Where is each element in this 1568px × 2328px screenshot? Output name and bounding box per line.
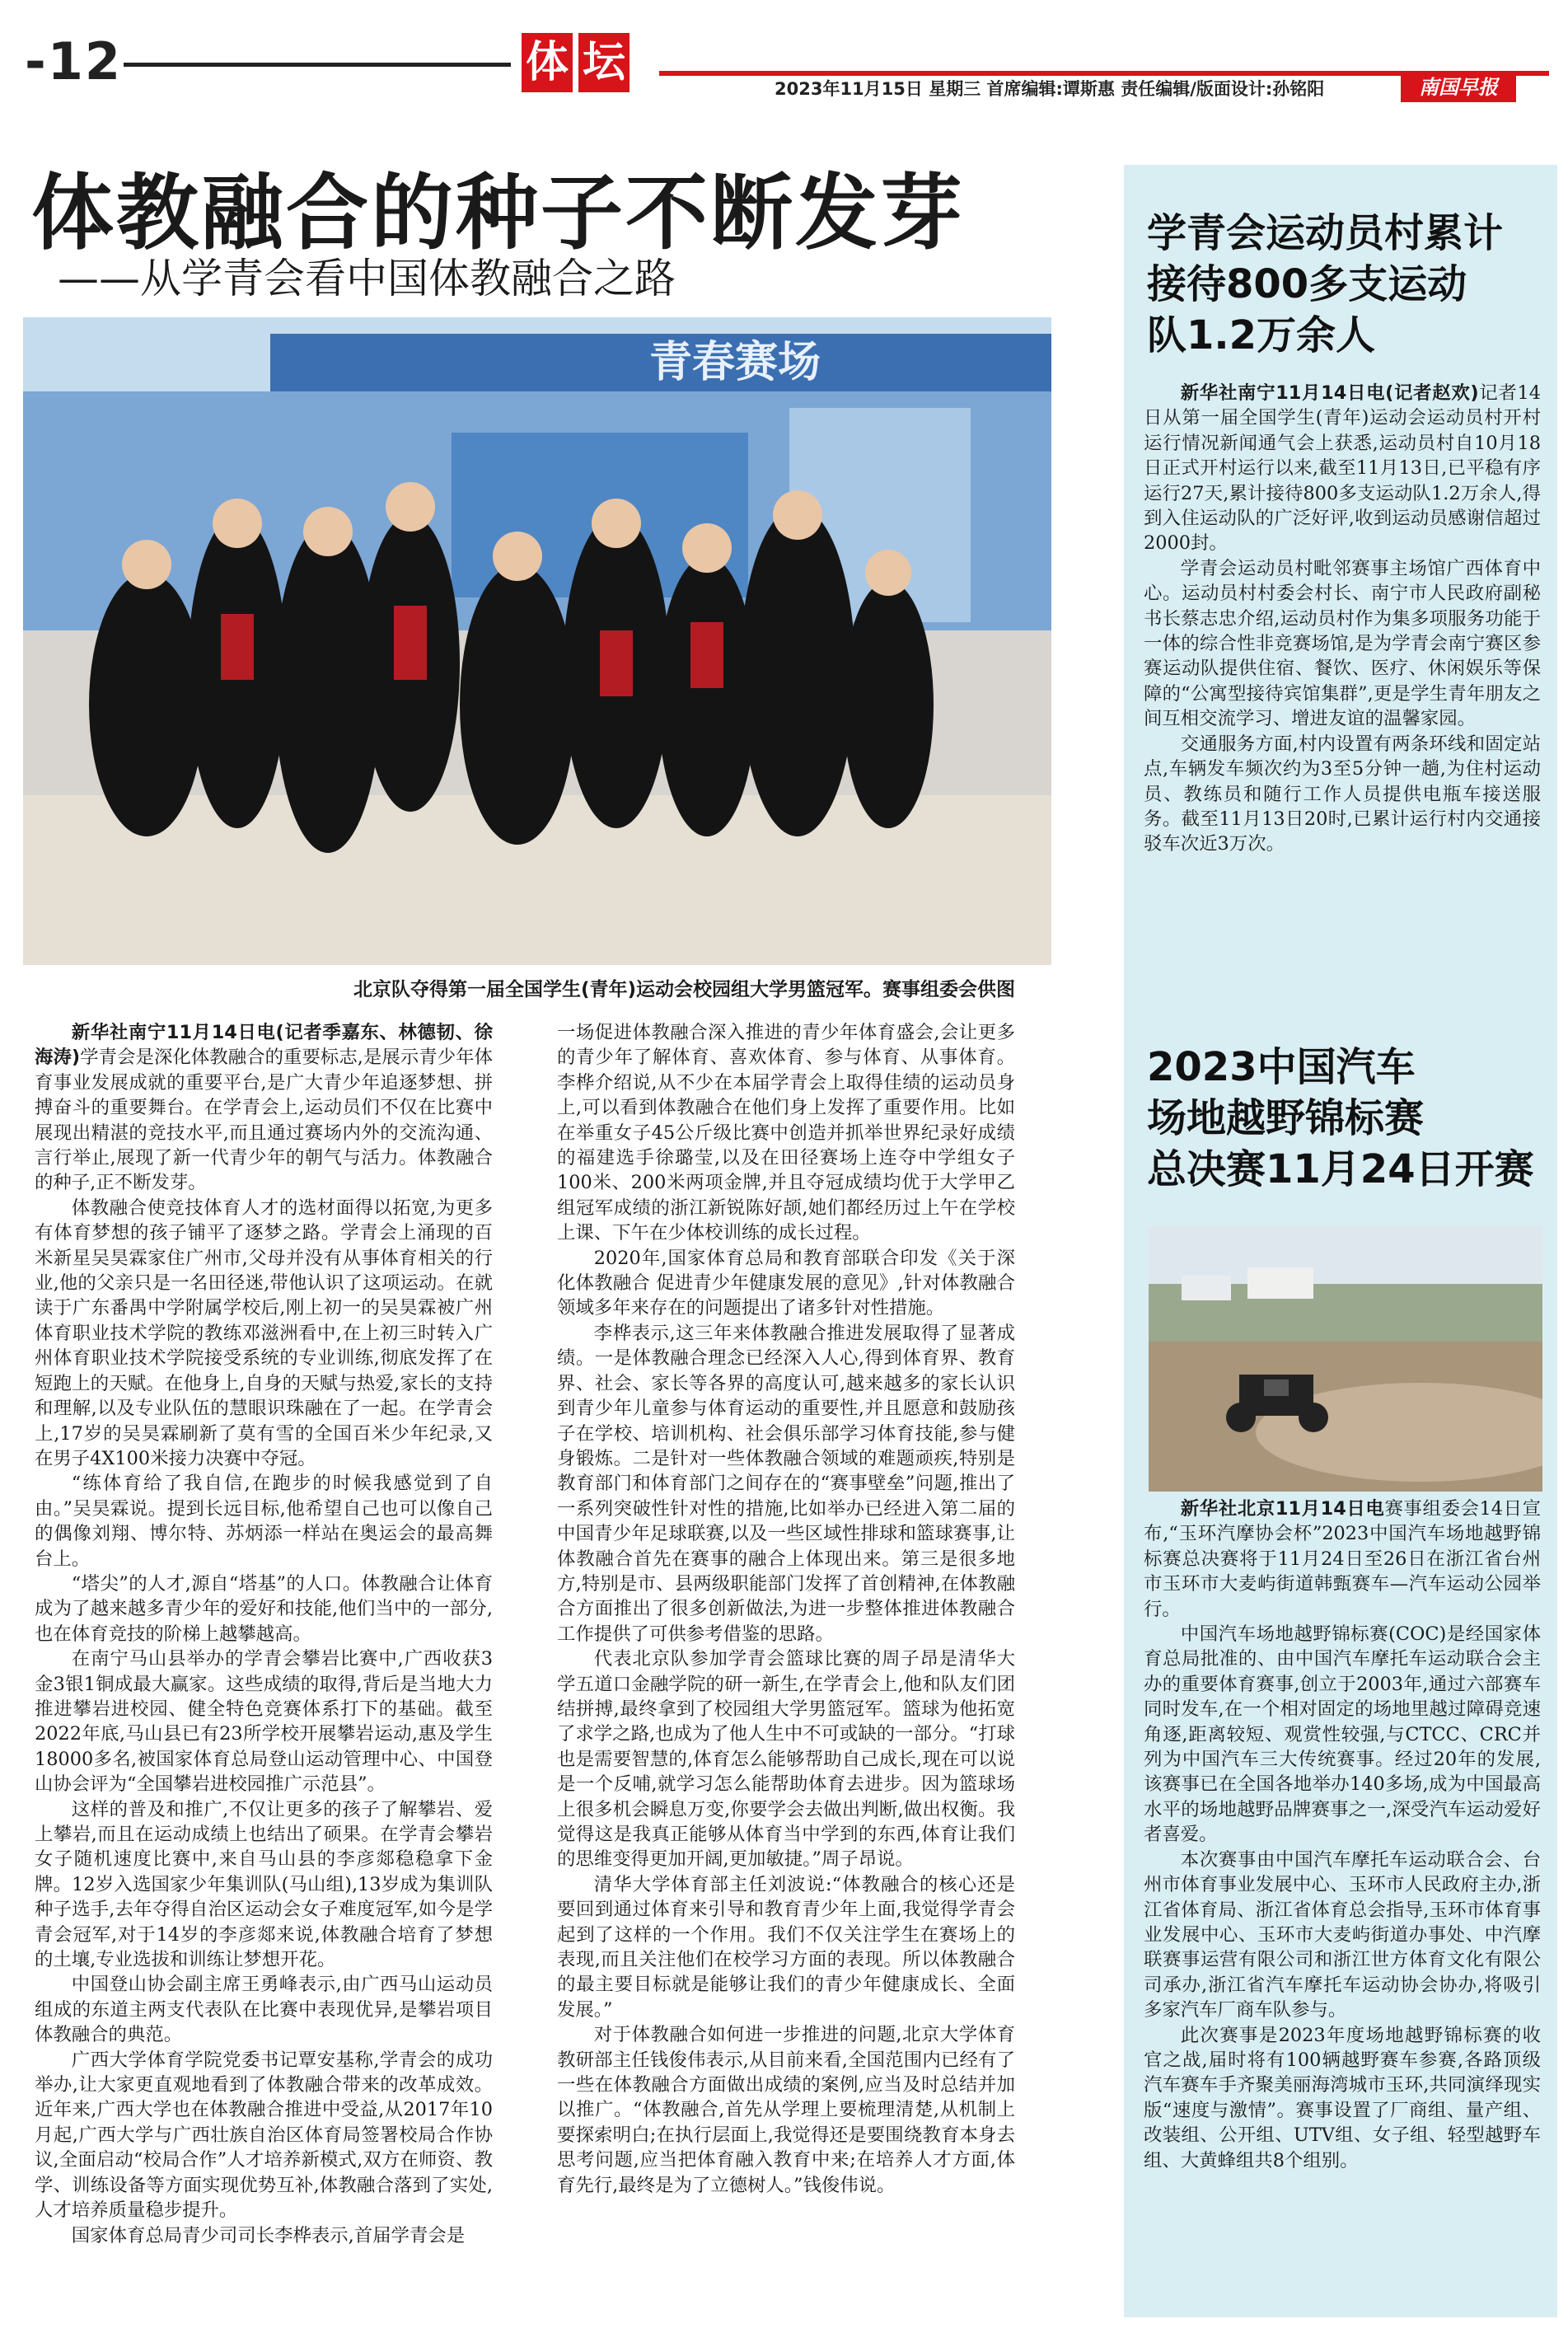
article-paragraph: 对于体教融合如何进一步推进的问题,北京大学体育教研部主任钱俊伟表示,从目前来看,全国范围内已经有了一些在体教融合方面做出成绩的案例,应当及时总结并加以推广。“体教融合,首先从学理上要梳理清楚,从机制上要探索明白;在执行层面上,我觉得还是要围绕教育本身去思考问题,应当把体育融入教育中来;在培养人才方面,体育先行,最终是为了立德树人。”钱俊伟说。 bbox=[557, 2024, 1015, 2196]
main-subheadline: ——从学青会看中国体教融合之路 bbox=[58, 255, 676, 302]
sidebar-story1-body bbox=[1144, 381, 1541, 991]
sidebar-paragraph: 学青会运动员村毗邻赛事主场馆广西体育中心。运动员村村委会村长、南宁市人民政府副秘书长蔡志忠介绍,运动员村作为集多项服务功能于一体的综合性非竞赛场馆,是为学青会南宁赛区参赛运动队提供住宿、餐饮、医疗、休闲娱乐等保障的“公寓型接待宾馆集群”,更是学生青年朋友之间互相交流学习、增进友谊的温馨家园。 bbox=[1144, 557, 1541, 730]
sidebar-story2-body bbox=[1144, 1497, 1541, 2317]
article-paragraph: 代表北京队参加学青会篮球比赛的周子昂是清华大学五道口金融学院的研一新生,在学青会上,他和队友们团结拼搏,最终拿到了校园组大学男篮冠军。篮球为他拓宽了求学之路,也成为了他人生中不可或缺的一部分。“打球也是需要智慧的,体育怎么能够帮助自己成长,现在可以说是一个反哺,就学习怎么能帮助体育去进步。因为篮球场上很多机会瞬息万变,你要学会去做出判断,做出权衡。我觉得这是我真正能够从体育当中学到的东西,体育让我们的思维变得更加开阔,更加敏捷。”周子昂说。 bbox=[557, 1648, 1015, 1871]
article-column-2 bbox=[557, 1020, 1015, 2322]
article-paragraph: 2020年,国家体育总局和教育部联合印发《关于深化体教融合 促进青少年健康发展的意见》,针对体教融合领域多年来存在的问题提出了诸多针对性措施。 bbox=[557, 1247, 1015, 1319]
main-headline: 体教融合的种子不断发芽 bbox=[31, 165, 965, 261]
article-paragraph: “练体育给了我自信,在跑步的时候我感觉到了自由。”吴昊霖说。提到长远目标,他希望自己也可以像自己的偶像刘翔、博尔特、苏炳添一样站在奥运会的最高舞台上。 bbox=[35, 1473, 493, 1570]
sidebar-story2-title-line2: 场地越野锦标赛 bbox=[1147, 1095, 1425, 1141]
article-paragraph: 清华大学体育部主任刘波说:“体教融合的核心还是要回到通过体育来引导和教育青少年上面,我觉得学青会起到了这样的一个作用。我们不仅关注学生在赛场上的表现,而且关注他们在校学习方面的表现。所以体教融合的最主要目标就是能够让我们的青少年健康成长、全面发展。” bbox=[557, 1873, 1015, 2021]
article-paragraph: “塔尖”的人才,源自“塔基”的人口。体教融合让体育成为了越来越多青少年的爱好和技能,他们当中的一部分,也在体育竞技的阶梯上越攀越高。 bbox=[35, 1572, 493, 1645]
article-paragraph: 中国登山协会副主席王勇峰表示,由广西马山运动员组成的东道主两支代表队在比赛中表现优异,是攀岩项目体教融合的典范。 bbox=[35, 1974, 493, 2046]
newspaper-logo: 南国早报 bbox=[1401, 73, 1516, 102]
section-label-char-1: 体 bbox=[522, 33, 573, 92]
offroad-car-photo bbox=[1149, 1226, 1542, 1492]
sidebar-story1-title-line1: 学青会运动员村累计 bbox=[1147, 210, 1504, 256]
article-paragraph: 学青会是深化体教融合的重要标志,是展示青少年体育事业发展成就的重要平台,是广大青少年追逐梦想、拼搏奋斗的重要舞台。在学青会上,运动员们不仅在比赛中展现出精湛的竞技水平,而且通过赛场内外的交流沟通、言行举止,展现了新一代青少年的朝气与活力。体教融合的种子,正不断发芽。 bbox=[35, 1047, 493, 1194]
sidebar-story2-byline: 新华社北京11月14日电 bbox=[1180, 1498, 1385, 1520]
page-number: -12 bbox=[25, 31, 123, 91]
sidebar-story2-title-line3: 总决赛11月24日开赛 bbox=[1147, 1146, 1534, 1192]
basketball-team-photo bbox=[23, 317, 1051, 965]
article-paragraph: 体教融合使竞技体育人才的选材面得以拓宽,为更多有体育梦想的孩子铺平了逐梦之路。学青会上涌现的百米新星吴昊霖家住广州市,父母并没有从事体育相关的行业,他的父亲只是一名田径迷,带他认识了这项运动。在就读于广东番禺中学附属学校后,刚上初一的吴昊霖被广州体育职业技术学院的教练邓滋洲看中,在上初三时转入广州体育职业技术学院接受系统的专业训练,彻底发挥了在短跑上的天赋。在他身上,自身的天赋与热爱,家长的支持和理解,以及专业队伍的慧眼识珠融在了一起。在学青会上,17岁的吴昊霖刷新了莫有雪的全国百米少年纪录,又在男子4X100米接力决赛中夺冠。 bbox=[35, 1197, 493, 1469]
article-paragraph: 这样的普及和推广,不仅让更多的孩子了解攀岩、爱上攀岩,而且在运动成绩上也结出了硕果。在学青会攀岩女子随机速度比赛中,来自马山县的李彦郯稳稳拿下金牌。12岁入选国家少年集训队(马山组),13岁成为集训队种子选手,去年夺得自治区运动会女子难度冠军,如今是学青会冠军,对于14岁的李彦郯来说,体教融合培育了梦想的土壤,专业选拔和训练让梦想开花。 bbox=[35, 1798, 493, 1971]
article-paragraph: 一场促进体教融合深入推进的青少年体育盛会,会让更多的青少年了解体育、喜欢体育、参与体育、从事体育。李桦介绍说,从不少在本届学青会上取得佳绩的运动员身上,可以看到体教融合在他们身上发挥了重要作用。比如在举重女子45公斤级比赛中创造并抓举世界纪录好成绩的福建选手徐璐莹,以及在田径赛场上连夺中学组女子100米、200米两项金牌,并且夺冠成绩均优于大学甲乙组冠军成绩的浙江新锐陈好颉,她们都经历过上午在学校上课、下午在少体校训练的成长过程。 bbox=[557, 1022, 1015, 1244]
sidebar-paragraph: 本次赛事由中国汽车摩托车运动联合会、台州市体育事业发展中心、玉环市人民政府主办,浙江省体育局、浙江省体育总会指导,玉环市体育事业发展中心、玉环市大麦屿街道办事处、中汽摩联赛事运营有限公司和浙江世方体育文化有限公司承办,浙江省汽车摩托车运动协会协办,将吸引多家汽车厂商车队参与。 bbox=[1144, 1848, 1541, 2021]
article-paragraph: 广西大学体育学院党委书记覃安基称,学青会的成功举办,让大家更直观地看到了体教融合带来的改革成效。近年来,广西大学也在体教融合推进中受益,从2017年10月起,广西大学与广西壮族自治区体育局签署校局合作协议,全面启动“校局合作”人才培养新模式,双方在师资、教学、训练设备等方面实现优势互补,体教融合落到了实处,人才培养质量稳步提升。 bbox=[35, 2049, 493, 2222]
article-column-1 bbox=[35, 1020, 493, 2322]
date-editor-line: 2023年11月15日 星期三 首席编辑:谭斯惠 责任编辑/版面设计:孙铭阳 bbox=[775, 79, 1325, 99]
sidebar-paragraph: 此次赛事是2023年度场地越野锦标赛的收官之战,届时将有100辆越野赛车参赛,各路顶级汽车赛车手齐聚美丽海湾城市玉环,共同演绎现实版“速度与激情”。赛事设置了厂商组、量产组、改装组、公开组、UTV组、女子组、轻型越野车组、大黄蜂组共8个组别。 bbox=[1144, 2024, 1541, 2171]
sidebar-story1-title-line3: 队1.2万余人 bbox=[1147, 312, 1376, 358]
photo-banner-text: 青春赛场 bbox=[649, 338, 821, 387]
sidebar-paragraph: 交通服务方面,村内设置有两条环线和固定站点,车辆发车频次约为3至5分钟一趟,为住村运动员、教练员和随行工作人员提供电瓶车接送服务。截至11月13日20时,已累计运行村内交通接驳车次近3万次。 bbox=[1144, 733, 1541, 855]
section-label-char-2: 坛 bbox=[578, 33, 630, 92]
sidebar-story1-title-line2: 接待800多支运动 bbox=[1147, 261, 1467, 307]
article-paragraph: 国家体育总局青少司司长李桦表示,首届学青会是 bbox=[71, 2224, 466, 2246]
photo-caption: 北京队夺得第一届全国学生(青年)运动会校园组大学男篮冠军。赛事组委会供图 bbox=[353, 979, 1015, 1000]
article-paragraph: 在南宁马山县举办的学青会攀岩比赛中,广西收获3金3银1铜成最大赢家。这些成绩的取得,背后是当地大力推进攀岩进校园、健全特色竞赛体系打下的基础。截至2022年底,马山县已有23所学校开展攀岩运动,惠及学生18000多名,被国家体育总局登山运动管理中心、中国登山协会评为“全国攀岩进校园推广示范县”。 bbox=[35, 1648, 493, 1796]
sidebar-paragraph: 记者14日从第一届全国学生(青年)运动会运动员村开村运行情况新闻通气会上获悉,运动员村自10月18日正式开村运行以来,截至11月13日,已平稳有序运行27天,累计接待800多支运动队1.2万余人,得到入住运动队的广泛好评,收到运动员感谢信超过2000封。 bbox=[1144, 382, 1541, 555]
sidebar-story2-title-line1: 2023中国汽车 bbox=[1147, 1044, 1416, 1090]
article-byline: 新华社南宁11月14日电(记者季嘉东、林德韧、徐海涛) bbox=[35, 1022, 493, 1069]
sidebar-paragraph: 中国汽车场地越野锦标赛(COC)是经国家体育总局批准的、由中国汽车摩托车运动联合会主办的重要体育赛事,创立于2003年,通过六部赛车同时发车,在一个相对固定的场地里越过障碍竞速角逐,距离较短、观赏性较强,与CTCC、CRC并列为中国汽车三大传统赛事。经过20年的发展,该赛事已在全国各地举办140多场,成为中国最高水平的场地越野品牌赛事之一,深受汽车运动爱好者喜爱。 bbox=[1144, 1623, 1541, 1846]
header-rule bbox=[124, 63, 511, 67]
article-paragraph: 李桦表示,这三年来体教融合推进发展取得了显著成绩。一是体教融合理念已经深入人心,得到体育界、教育界、社会、家长等各界的高度认可,越来越多的家长认识到青少年儿童参与体育运动的重要性,并且愿意和鼓励孩子在学校、培训机构、社会俱乐部学习体育技能,参与健身锻炼。二是针对一些体教融合领域的难题顽疾,特别是教育部门和体育部门之间存在的“赛事壁垒”问题,推出了一系列突破性针对性的措施,比如举办已经进入第二届的中国青少年足球联赛,以及一些区域性排球和篮球赛事,让体教融合首先在赛事的融合上体现出来。第三是很多地方,特别是市、县两级职能部门发挥了首创精神,在体教融合方面推出了很多创新做法,为进一步整体推进体教融合工作提供了可供参考借鉴的思路。 bbox=[557, 1322, 1015, 1645]
sidebar-paragraph: 赛事组委会14日宣布,“玉环汽摩协会杯”2023中国汽车场地越野锦标赛总决赛将于11月24日至26日在浙江省台州市玉环市大麦屿街道韩甄赛车—汽车运动公园举行。 bbox=[1144, 1498, 1541, 1620]
sidebar-story1-byline: 新华社南宁11月14日电(记者赵欢) bbox=[1180, 382, 1479, 404]
